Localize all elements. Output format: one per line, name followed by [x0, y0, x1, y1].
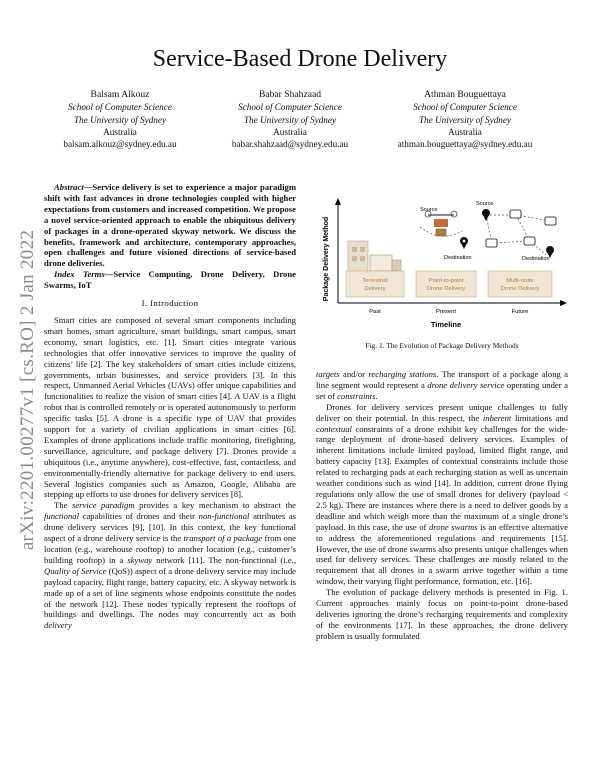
author-block	[40, 89, 200, 150]
author-dept: School of Computer Science	[413, 102, 517, 113]
destination-label: Destination	[444, 255, 472, 261]
index-terms: Index Terms—Service Computing, Drone Delivery, Drone Swarms, IoT	[44, 269, 296, 291]
source-label: Source	[420, 207, 438, 213]
author-block	[380, 89, 550, 150]
source-label: Source	[476, 201, 494, 207]
destination-label: Destination	[522, 256, 550, 262]
author-country: Australia	[273, 126, 307, 137]
author-dept: School of Computer Science	[238, 102, 342, 113]
x-tick-label: Present	[436, 309, 456, 315]
y-axis-label: Package Delivery Method	[323, 216, 330, 302]
paragraph: targets and/or recharging stations. The transport of a package along a line segment would represent a drone delivery service operating under a set of constraints.	[316, 369, 568, 401]
method-label-multi-route: Multi-route Drone Delivery	[500, 278, 540, 292]
evolution-figure	[316, 193, 568, 333]
arxiv-stamp: arXiv:2201.00277v1 [cs.RO] 2 Jan 2022	[17, 229, 38, 551]
paragraph: The service paradigm provides a key mechanism to abstract the functional capabilities of drones and their non-functional attributes as drone delivery services [9], [10]. In this context, the key functional aspect of a drone delivery service is the transport of a package from one location (e.g., warehouse rooftop) to another location (e.g., customer’s building rooftop) in a skyway network [11]. The non-functional (i.e., Quality of Service (QoS)) aspect of a drone delivery service may include payload capacity, flight range, battery capacity, etc. A skyway network is made up of a set of line segments whose endpoints constitute the nodes of the network [12]. These nodes typically represent the rooftops of buildings and dwellings. The nodes may concurrently act as both delivery	[44, 500, 297, 631]
author-email: balsam.alkouz@sydney.edu.au	[63, 139, 177, 150]
drone-illustration	[420, 211, 462, 236]
paragraph: The evolution of package delivery methods is presented in Fig. 1. Current approaches mainly focus on point-to-point drone-based deliveries ignoring the drone’s recharging requirements and complexity of the environments [17]. In these approaches, the drone delivery problem is usually formulated	[316, 587, 568, 641]
abstract: Abstract—Service delivery is set to experience a major paradigm shift with fast advances in drone technologies coupled with higher expectations from customers and increased competition. We propose a novel service-oriented approach to enable the ubiquitous delivery of packages in a drone-operated skyway network. We discuss the benefits, framework and architecture, contemporary approaches, open challenges and future visioned directions of service-based drone deliveries.	[44, 182, 296, 269]
method-box	[416, 271, 476, 297]
author-univ: The University of Sydney	[243, 114, 337, 125]
right-column	[316, 369, 568, 642]
x-tick-label: Past	[369, 309, 381, 315]
method-box	[488, 271, 552, 297]
author-block	[210, 89, 370, 150]
left-column	[44, 182, 296, 631]
author-name: Balsam Alkouz	[90, 89, 150, 100]
author-email: babar.shahzaad@sydney.edu.au	[231, 139, 349, 150]
y-axis-arrow	[335, 198, 341, 205]
author-dept: School of Computer Science	[68, 102, 172, 113]
author-country: Australia	[448, 126, 482, 137]
x-axis-label: Timeline	[430, 320, 462, 329]
method-box	[346, 271, 404, 297]
author-name: Athman Bouguettaya	[424, 89, 506, 100]
author-univ: The University of Sydney	[73, 114, 167, 125]
paragraph: Smart cities are composed of several smart components including smart homes, smart agriculture, smart buildings, smart campus, smart economy, smart logistics, etc. [1]. Smart cities integrate various technologies that offer innovative services to improve the quality of citizens’ life [2]. The key stakeholders of smart cities include citizens, governments, urban businesses, and service providers [3]. In this respect, Unmanned Aerial Vehicles (UAVs) offer unique capabilities and functionalities to realize the vision of smart cities [4]. A UAV is a flight robot that is controlled remotely or is operated autonomously to perform specific tasks [5]. A drone is a specific type of UAV that provides support for a variety of civilian applications in smart cities [6]. Examples of drone applications include traffic monitoring, firefighting, surveillance, agriculture, and package delivery [7]. Drones provide a ubiquitous (i.e., anytime anywhere), cost-effective, fast, contactless, and environmentally-friendly alternative for package delivery to end users. Several logistics companies such as Amazon, Google, Alibaba are stepping up efforts to use drones for delivery services [8].	[44, 314, 296, 500]
author-email: athman.bouguettaya@sydney.edu.au	[397, 139, 533, 150]
author-name: Babar Shahzaad	[258, 89, 322, 100]
method-label-point-to-point: Point-to-point Drone Delivery	[426, 278, 466, 292]
destination-pin-icon	[460, 237, 468, 249]
x-tick-label: Future	[511, 309, 529, 315]
truck-illustration	[348, 241, 401, 276]
author-univ: The University of Sydney	[418, 114, 512, 125]
paragraph: Drones for delivery services present unique challenges to fully deliver on their potential. In this respect, the inherent limitations and contextual constraints of a drone exhibit key challenges for the wide-range deployment of drone-based delivery services. Examples of inherent limitations include limited payload, limited flight range, and battery capacity [13]. Examples of contextual constraints include those related to recharging pads at each recharging station as well as uncertain weather conditions such as wind [14]. In addition, current drone flying regulations only allow the use of small drones for delivery (payload < 2.5 kg). There are instances where there is a need to deliver goods by a deadline and which weigh more than the maximum of a single drone’s payload. In this case, the use of drone swarms is an effective alternative to address the aforementioned regulations and requirements [15]. However, the use of drone swarms also presents unique challenges when used for delivery services. These challenges are mostly related to the requirement that all drones in a swarm arrive together within a time window, their varying flight performance, formation, etc. [16].	[316, 401, 569, 587]
author-country: Australia	[103, 126, 137, 137]
figure-caption: Fig. 1. The Evolution of Package Delivery Methods	[365, 341, 519, 350]
x-axis-arrow	[560, 300, 567, 306]
network-illustration	[482, 209, 556, 258]
section-heading: I. Introduction	[141, 298, 199, 309]
paper-title: Service-Based Drone Delivery	[152, 46, 448, 72]
method-label-terrestrial: Terrestrial Delivery	[362, 278, 388, 292]
